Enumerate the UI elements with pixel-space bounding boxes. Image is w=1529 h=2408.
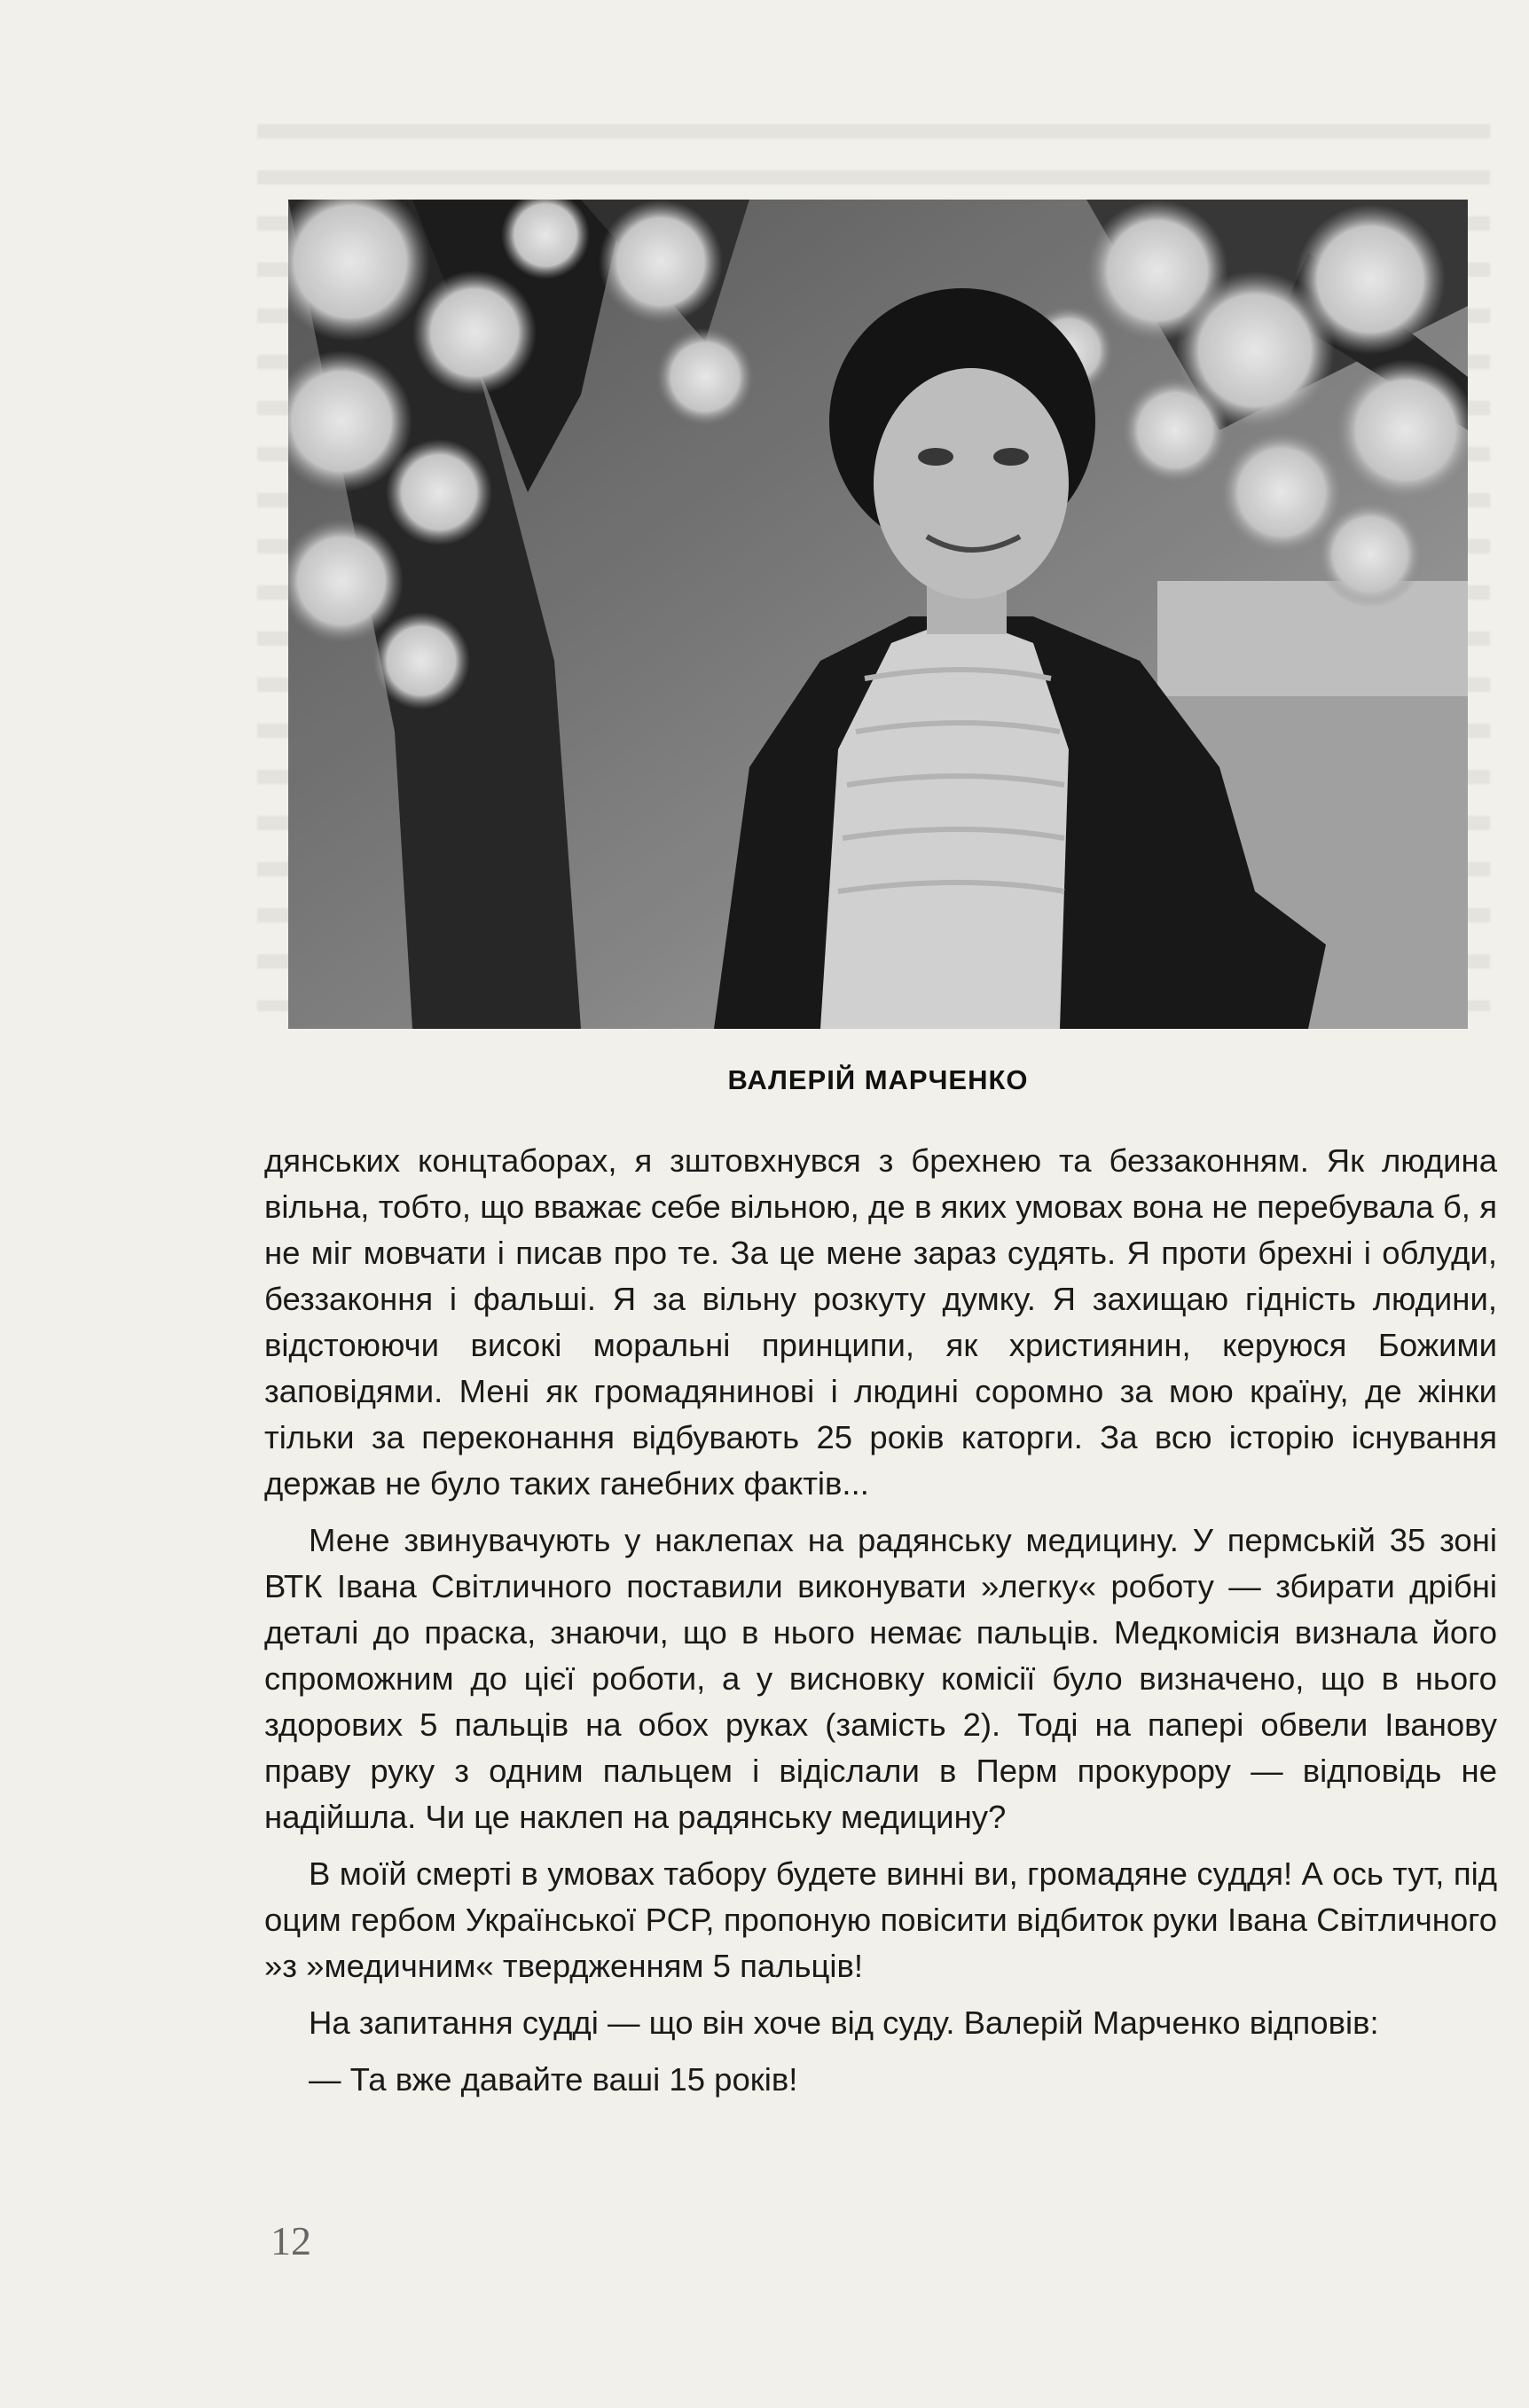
- photo-caption: ВАЛЕРІЙ МАРЧЕНКО: [727, 1064, 1029, 1095]
- page-number: 12: [271, 2218, 311, 2263]
- paragraph-1: дянських концтаборах, я зштовхнувся з брехнею та беззаконням. Як людина вільна, тобто, що вважає себе вільною, де в яких умовах вона не перебувала б, я не міг мовчати і писав про те. За це мене зараз судять. Я проти брехні і облуди, беззаконня і фальші. Я за вільну розкуту думку. Я захищаю гідність людини, відстоюючи високі моральні принципи, як християнин, керуюся Божими заповідями. Мені як громадянинові і людині соромно за мою країну, де жінки тільки за переконання відбувають 25 років каторги. За всю історію існування держав не було таких ганебних фактів...: [264, 1142, 1497, 1502]
- body-text: [264, 1138, 1497, 2114]
- paragraph-4: На запитання судді — що він хоче від суду. Валерій Марченко відповів:: [309, 2004, 1379, 2041]
- portrait-photo-drawing: [288, 200, 1468, 1029]
- paragraph-3: В моїй смерті в умовах табору будете винні ви, громадяне суддя! А ось тут, під оцим гербом Української РСР, пропоную повісити відбиток руки Івана Світличного »з »медичним« твердженням 5 пальців!: [264, 1855, 1497, 1984]
- portrait-photo: [288, 200, 1468, 1029]
- paragraph-5: — Та вже давайте ваші 15 років!: [309, 2061, 798, 2098]
- paragraph-2: Мене звинувачують у наклепах на радянську медицину. У пермській 35 зоні ВТК Івана Світличного поставили виконувати »легку« роботу — збирати дрібні деталі до праска, знаючи, що в нього немає пальців. Медкомісія визнала його спроможним до цієї роботи, а у висновку комісії було визначено, що в нього здорових 5 пальців на обох руках (замість 2). Тоді на папері обвели Іванову праву руку з одним пальцем і відіслали в Перм прокурору — відповідь не надійшла. Чи це наклеп на радянську медицину?: [264, 1522, 1497, 1835]
